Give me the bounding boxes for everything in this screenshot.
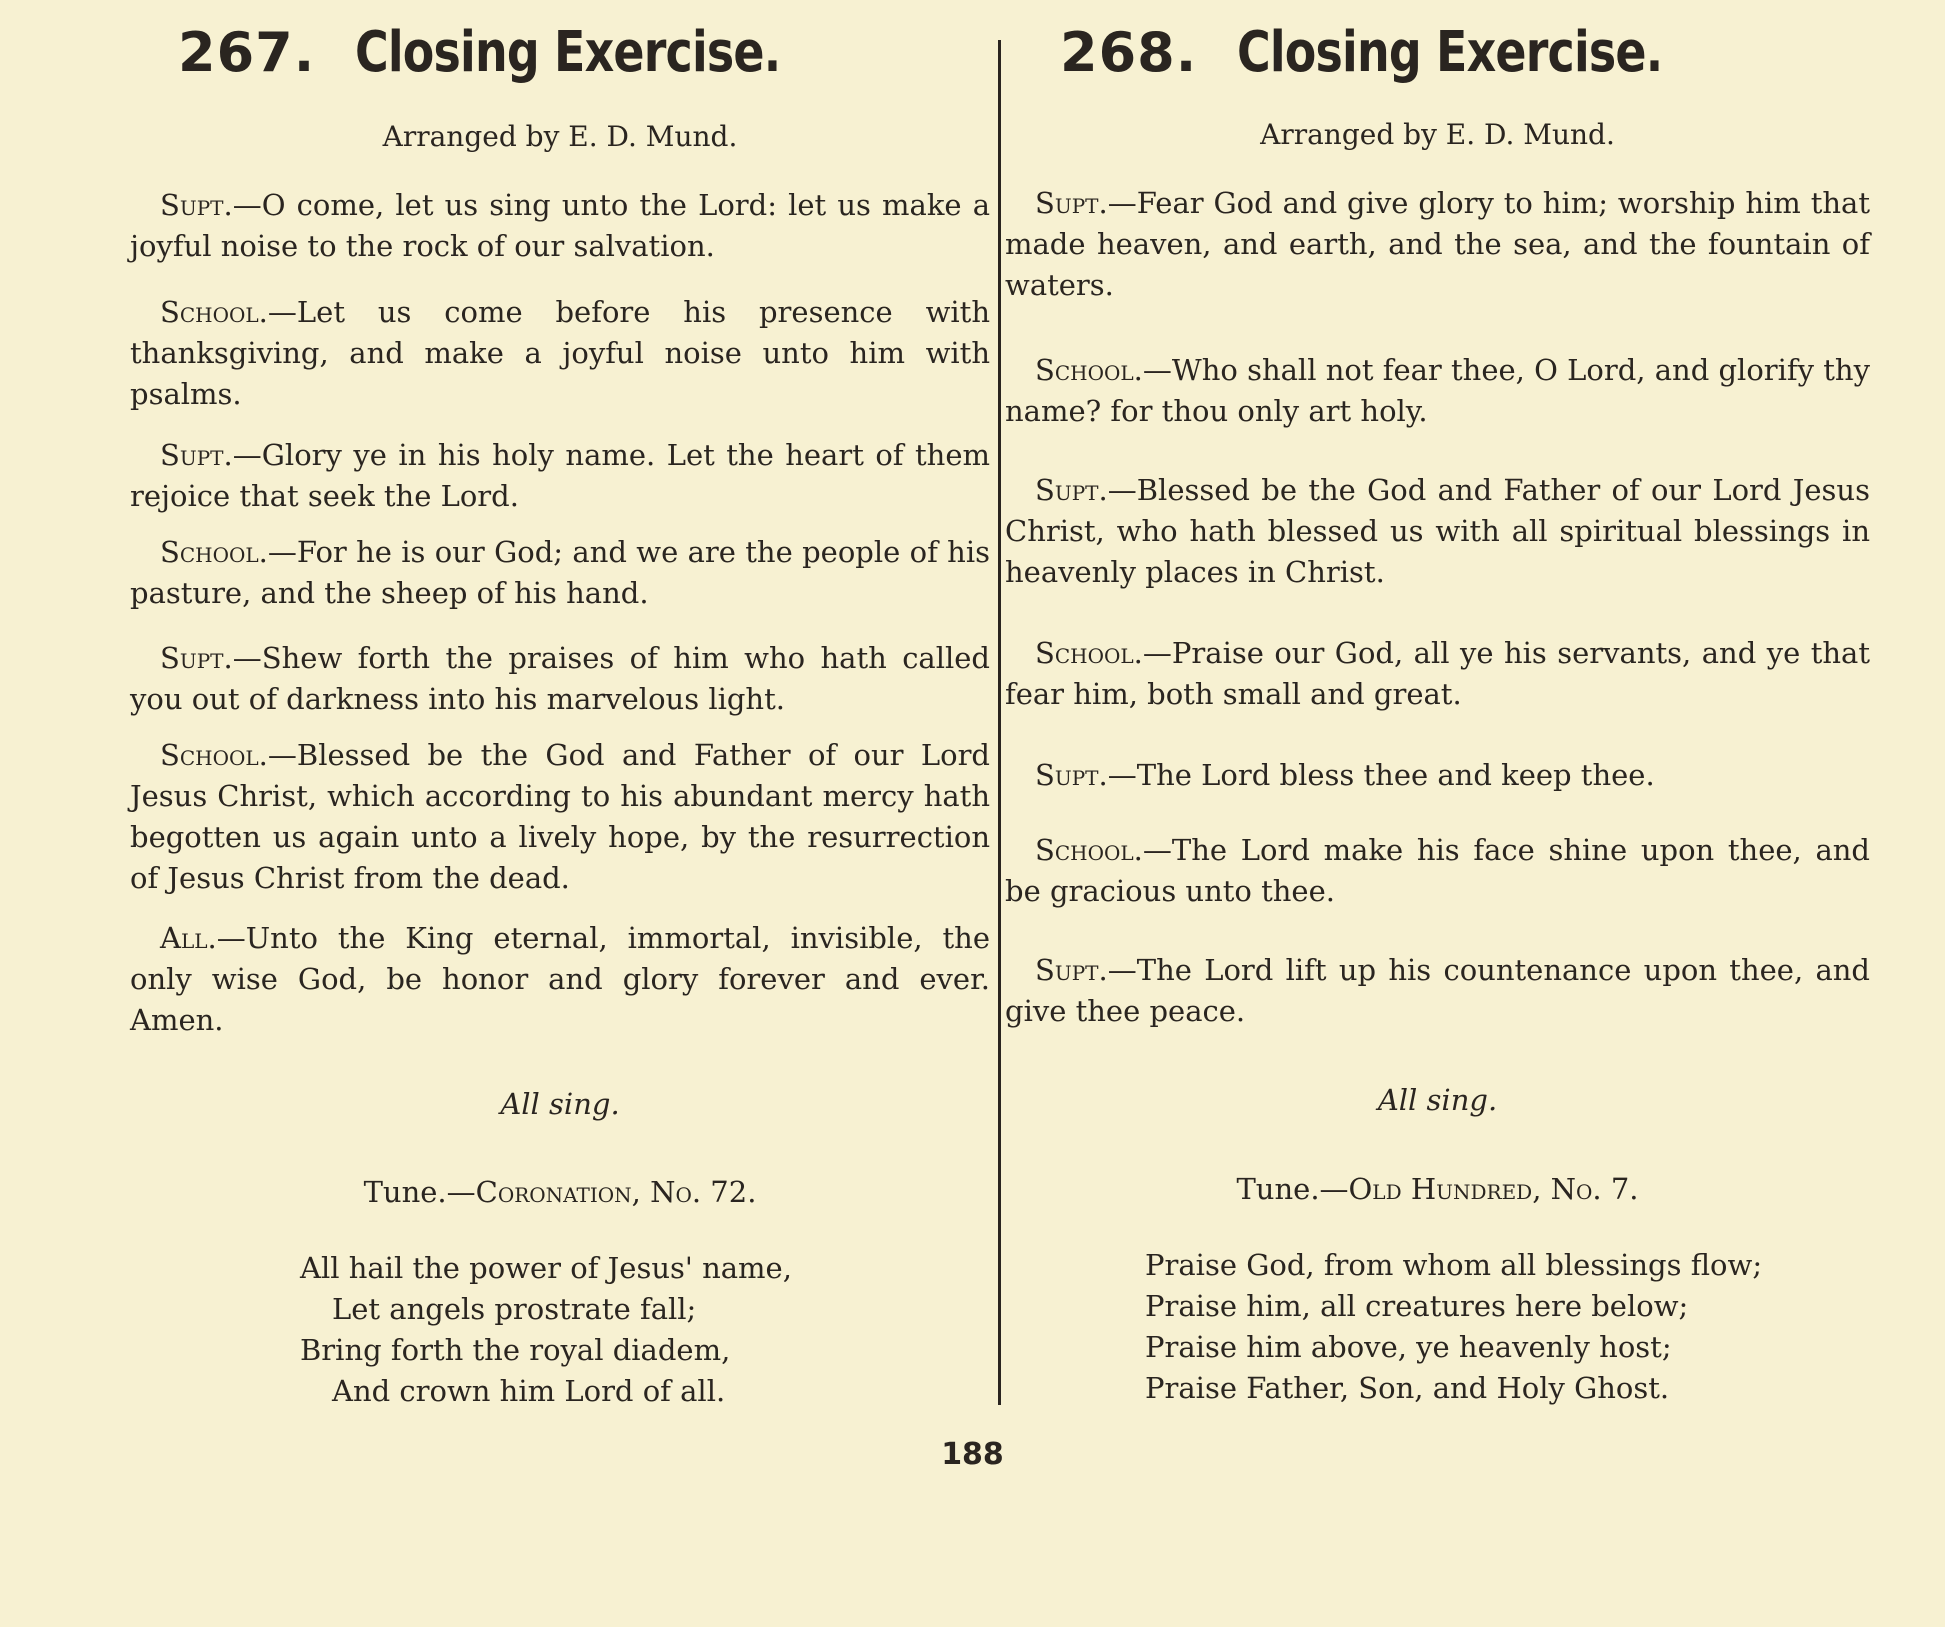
speaker: All. xyxy=(160,921,217,955)
verse-line: And crown him Lord of all. xyxy=(332,1374,726,1408)
exercise-number: 268. xyxy=(1060,21,1198,84)
tune-prefix: Tune.— xyxy=(363,1175,476,1209)
paragraph-text: —Blessed be the God and Father of our Lord Jesus Christ, which according to his abundant mercy hath begotten us again unto a lively hope, by the resurrection of Jesus Christ from the dead. xyxy=(130,738,990,895)
tune-prefix: Tune.— xyxy=(1236,1172,1349,1206)
speaker: Supt. xyxy=(160,641,233,675)
speaker: School. xyxy=(160,295,268,329)
column-divider xyxy=(998,40,1001,1405)
responsive-paragraph xyxy=(130,185,990,267)
tune-name: Old Hundred, No. 7. xyxy=(1348,1172,1639,1206)
speaker: Supt. xyxy=(160,438,233,472)
paragraph-text: —The Lord bless thee and keep thee. xyxy=(1107,758,1655,792)
paragraph-text: —Fear God and give glory to him; worship him that made heaven, and earth, and the sea, and the fountain of waters. xyxy=(1005,186,1870,302)
speaker: School. xyxy=(1035,353,1143,387)
responsive-paragraph xyxy=(1005,633,1870,715)
paragraph-text: —Shew forth the praises of him who hath called you out of darkness into his marvelous light. xyxy=(130,641,990,716)
exercise-title: Closing Exercise. xyxy=(1237,20,1663,85)
speaker: Supt. xyxy=(1035,953,1108,987)
responsive-paragraph xyxy=(1005,950,1870,1032)
paragraph-text: —Let us come before his presence with thanksgiving, and make a joyful noise unto him with psalms. xyxy=(130,295,990,411)
verse-line: Praise God, from whom all blessings flow; xyxy=(1145,1248,1763,1282)
paragraph-text: —The Lord lift up his countenance upon thee, and give thee peace. xyxy=(1005,953,1870,1028)
paragraph-text: —O come, let us sing unto the Lord: let us make a joyful noise to the rock of our salvation. xyxy=(130,188,990,263)
heading xyxy=(1060,20,1756,110)
speaker: Supt. xyxy=(1035,473,1108,507)
arranged-by: Arranged by E. D. Mund. xyxy=(1260,118,1615,151)
verse-line: Bring forth the royal diadem, xyxy=(300,1333,731,1367)
paragraph-text: —Praise our God, all ye his servants, and ye that fear him, both small and great. xyxy=(1005,636,1870,711)
all-sing: All sing. xyxy=(1377,1083,1498,1117)
tune-line xyxy=(130,1175,990,1209)
responsive-paragraph xyxy=(1005,470,1870,593)
paragraph-text: —Blessed be the God and Father of our Lord Jesus Christ, who hath blessed us with all spiritual blessings in heavenly places in Christ. xyxy=(1005,473,1870,589)
responsive-paragraph xyxy=(1005,183,1870,306)
paragraph-text: —Glory ye in his holy name. Let the heart of them rejoice that seek the Lord. xyxy=(130,438,990,513)
responsive-paragraph xyxy=(1005,350,1870,432)
page-number: 188 xyxy=(941,1437,1004,1472)
hymn-verse xyxy=(300,1248,792,1412)
speaker: Supt. xyxy=(1035,186,1108,220)
speaker: School. xyxy=(160,738,268,772)
responsive-paragraph xyxy=(130,735,990,899)
speaker: School. xyxy=(1035,833,1143,867)
responsive-paragraph xyxy=(130,435,990,517)
responsive-paragraph xyxy=(130,532,990,614)
responsive-paragraph xyxy=(130,638,990,720)
verse-line: Praise Father, Son, and Holy Ghost. xyxy=(1145,1371,1670,1405)
responsive-paragraph xyxy=(1005,830,1870,912)
verse-line: All hail the power of Jesus' name, xyxy=(300,1251,792,1285)
paragraph-text: —The Lord make his face shine upon thee, and be gracious unto thee. xyxy=(1005,833,1870,908)
responsive-paragraph xyxy=(130,918,990,1041)
tune-line xyxy=(1005,1172,1870,1206)
speaker: Supt. xyxy=(160,188,233,222)
all-sing: All sing. xyxy=(500,1087,620,1121)
heading xyxy=(178,20,874,110)
verse-line: Let angels prostrate fall; xyxy=(332,1292,697,1326)
arranged-by: Arranged by E. D. Mund. xyxy=(382,120,738,153)
responsive-paragraph xyxy=(130,292,990,415)
responsive-paragraph xyxy=(1005,755,1870,796)
verse-line: Praise him above, ye heavenly host; xyxy=(1145,1330,1672,1364)
speaker: School. xyxy=(1035,636,1143,670)
speaker: School. xyxy=(160,535,268,569)
exercise-title: Closing Exercise. xyxy=(355,20,781,85)
paragraph-text: —Unto the King eternal, immortal, invisible, the only wise God, be honor and glory forever and ever. Amen. xyxy=(130,921,990,1037)
paragraph-text: —Who shall not fear thee, O Lord, and glorify thy name? for thou only art holy. xyxy=(1005,353,1870,428)
verse-line: Praise him, all creatures here below; xyxy=(1145,1289,1689,1323)
speaker: Supt. xyxy=(1035,758,1108,792)
exercise-number: 267. xyxy=(178,21,316,84)
paragraph-text: —For he is our God; and we are the people of his pasture, and the sheep of his hand. xyxy=(130,535,990,610)
hymn-verse xyxy=(1145,1245,1762,1409)
tune-name: Coronation, No. 72. xyxy=(475,1175,757,1209)
